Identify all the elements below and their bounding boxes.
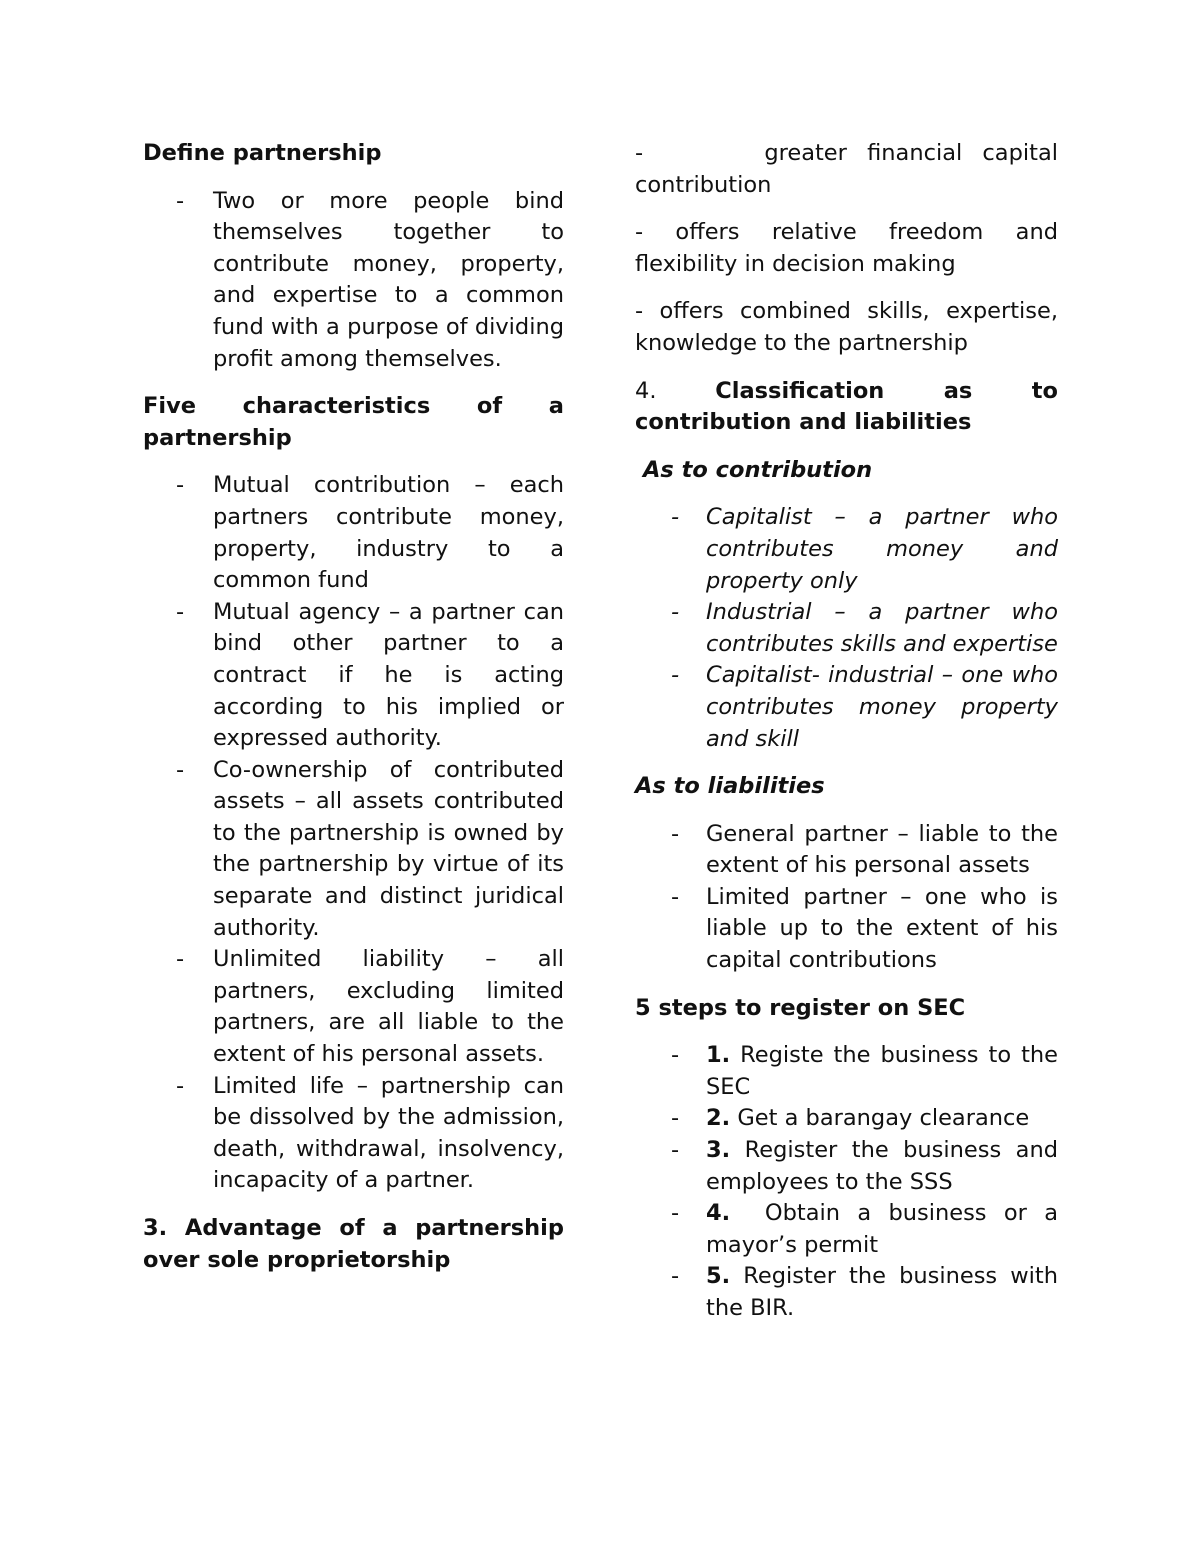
right-column: [635, 138, 1066, 1325]
list-item: - Co-ownership of contributed assets – all assets contributed to the partnership is owned by the partnership by virtue of its separate and distinct juridical authority.: [176, 756, 564, 941]
five-characteristics-heading: Five characteristics of a partnership: [143, 393, 564, 451]
list-item: - Capitalist – a partner who contributes money and property only: [671, 504, 1058, 594]
sec-steps-heading: 5 steps to register on SEC: [635, 994, 966, 1021]
classification-section-title: [635, 376, 1058, 439]
list-item: [635, 1198, 1066, 1261]
dash-bullet: -: [671, 1105, 680, 1132]
step-number: 3.: [706, 1137, 731, 1164]
list-item: - General partner – liable to the extent of his personal assets: [671, 820, 1058, 879]
dash-bullet: -: [671, 883, 680, 910]
step-number: 5.: [706, 1263, 731, 1290]
advantage-item: - offers relative freedom and flexibility in decision making: [635, 219, 1058, 277]
as-to-liabilities-heading: As to liabilities: [635, 773, 825, 800]
step-number: 4.: [706, 1200, 731, 1227]
dash-bullet: -: [671, 1263, 680, 1290]
list-item: [143, 186, 564, 376]
define-partnership-heading: Define partnership: [143, 140, 382, 166]
step-text: Register the business with the BIR.: [706, 1263, 1066, 1321]
dash-bullet: -: [671, 504, 680, 531]
dash-bullet: -: [671, 662, 680, 689]
dash-bullet: -: [671, 1042, 680, 1069]
contribution-list: [635, 502, 1058, 755]
dash-bullet: -: [176, 472, 185, 499]
list-item: [635, 1261, 1066, 1324]
dash-bullet: -: [176, 1072, 185, 1099]
dash-bullet: -: [176, 946, 185, 973]
list-item: - Capitalist- industrial – one who contributes money property and skill: [671, 662, 1058, 752]
advantage-item: - greater financial capital contribution: [635, 140, 1066, 198]
definition-text: Two or more people bind themselves together to contribute money, property, and expertise to a common fund with a purpose of dividing profit among themselves.: [213, 187, 564, 372]
classification-number: 4.: [635, 377, 657, 404]
dash-bullet: -: [671, 1200, 680, 1227]
define-list: [143, 186, 564, 376]
step-text: Registe the business to the SEC: [706, 1042, 1066, 1100]
advantage-heading: 3. Advantage of a partnership over sole proprietorship: [143, 1215, 564, 1273]
advantage-item: - offers combined skills, expertise, knowledge to the partnership: [635, 298, 1058, 356]
list-item: - Limited partner – one who is liable up to the extent of his capital contributions: [671, 883, 1058, 974]
liabilities-list: [635, 819, 1058, 977]
dash-bullet: -: [176, 756, 185, 783]
list-item: [635, 1040, 1066, 1103]
left-column: [143, 138, 564, 1276]
list-item: - Limited life – partnership can be dissolved by the admission, death, withdrawal, insolvency, incapacity of a partner.: [176, 1072, 564, 1194]
as-to-contribution-heading: As to contribution: [643, 456, 873, 483]
dash-bullet: -: [176, 187, 185, 214]
step-number: 2.: [706, 1105, 731, 1132]
sec-steps-list: [635, 1040, 1066, 1324]
dash-bullet: -: [671, 1137, 680, 1164]
step-number: 1.: [706, 1042, 731, 1069]
step-text: Get a barangay clearance: [730, 1105, 1030, 1132]
list-item: - Unlimited liability – all partners, excluding limited partners, are all liable to the extent of his personal assets.: [176, 946, 564, 1068]
dash-bullet: -: [176, 598, 185, 625]
list-item: [635, 1103, 1058, 1135]
classification-heading: Classification as to contribution and liabilities: [635, 377, 1058, 436]
list-item: [635, 1135, 1066, 1198]
dash-bullet: -: [671, 599, 680, 626]
step-text: Obtain a business or a mayor’s permit: [706, 1200, 1066, 1258]
list-item: - Industrial – a partner who contributes skills and expertise: [671, 599, 1058, 657]
characteristics-list: [143, 470, 564, 1197]
step-text: Register the business and employees to the SSS: [706, 1137, 1066, 1195]
list-item: - Mutual contribution – each partners contribute money, property, industry to a common fund: [176, 472, 564, 594]
dash-bullet: -: [671, 820, 680, 847]
list-item: - Mutual agency – a partner can bind other partner to a contract if he is acting according to his implied or expressed authority.: [176, 598, 564, 752]
